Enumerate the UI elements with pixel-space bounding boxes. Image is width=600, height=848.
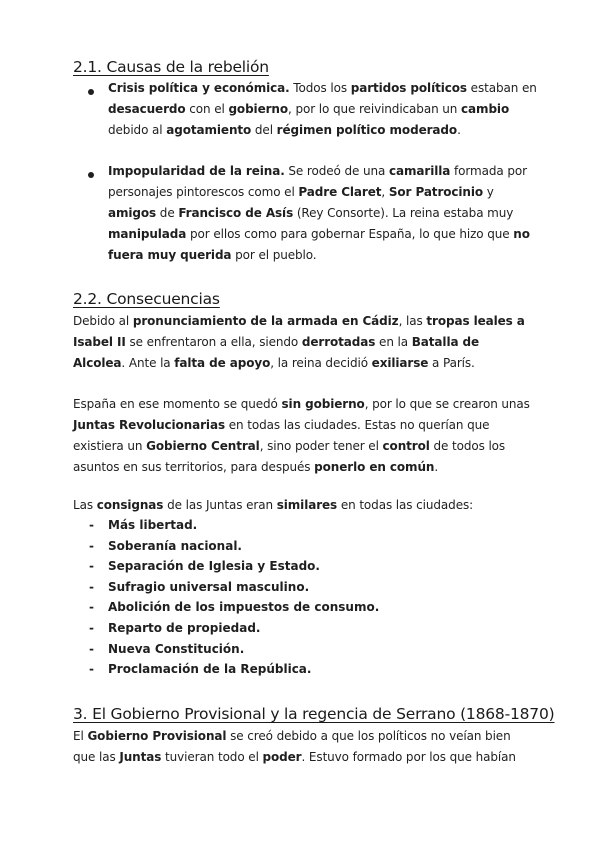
list-item: - Reparto de propiedad. bbox=[89, 620, 261, 635]
section-heading-gobierno-provisional: 3. El Gobierno Provisional y la regencia de Serrano (1868-1870) bbox=[73, 705, 555, 723]
consignas-list bbox=[89, 515, 379, 680]
bullet-crisis: Crisis política y económica. Todos los partidos políticos estaban en desacuerdo con el gobierno, por lo que reivindicaban un cambio debido al agotamiento del régimen político moderado. bbox=[108, 81, 537, 137]
list-item: - Más libertad. bbox=[89, 518, 198, 532]
paragraph-gobierno-provisional: El Gobierno Provisional se creó debido a que los políticos no veían bien que las Juntas tuvieran todo el poder. Estuvo formado por los que habían bbox=[73, 729, 516, 764]
bullet-dot bbox=[88, 89, 94, 95]
list-item: - Sufragio universal masculino. bbox=[89, 579, 310, 594]
list-item: - Proclamación de la República. bbox=[89, 662, 312, 677]
paragraph-consignas: Las consignas de las Juntas eran similares en todas las ciudades: bbox=[73, 498, 474, 512]
bullet-dot bbox=[88, 172, 94, 178]
list-item: - Soberanía nacional. bbox=[89, 538, 242, 553]
list-item: - Nueva Constitución. bbox=[89, 641, 245, 656]
section-heading-consecuencias: 2.2. Consecuencias bbox=[73, 290, 220, 308]
paragraph-pronunciamiento: Debido al pronunciamiento de la armada en Cádiz, las tropas leales a Isabel II se enfrentaron a ella, siendo derrotadas en la Batalla de Alcolea. Ante la falta de apoyo, la reina decidió exiliarse a París. bbox=[73, 314, 525, 370]
bullet-impopularidad: Impopularidad de la reina. Se rodeó de una camarilla formada por personajes pintorescos como el Padre Claret, Sor Patrocinio y amigos de Francisco de Asís (Rey Consorte). La reina estaba muy manipulada por ellos como para gobernar España, lo que hizo que no fuera muy querida por el pueblo. bbox=[108, 164, 530, 262]
list-item: - Separación de Iglesia y Estado. bbox=[89, 559, 320, 574]
paragraph-juntas: España en ese momento se quedó sin gobierno, por lo que se crearon unas Juntas Revolucionarias en todas las ciudades. Estas no querían que existiera un Gobierno Central, sino poder tener el control de todos los asuntos en sus territorios, para después ponerlo en común. bbox=[73, 397, 530, 474]
list-item: - Abolición de los impuestos de consumo. bbox=[89, 600, 380, 615]
section-heading-causas: 2.1. Causas de la rebelión bbox=[73, 58, 269, 76]
